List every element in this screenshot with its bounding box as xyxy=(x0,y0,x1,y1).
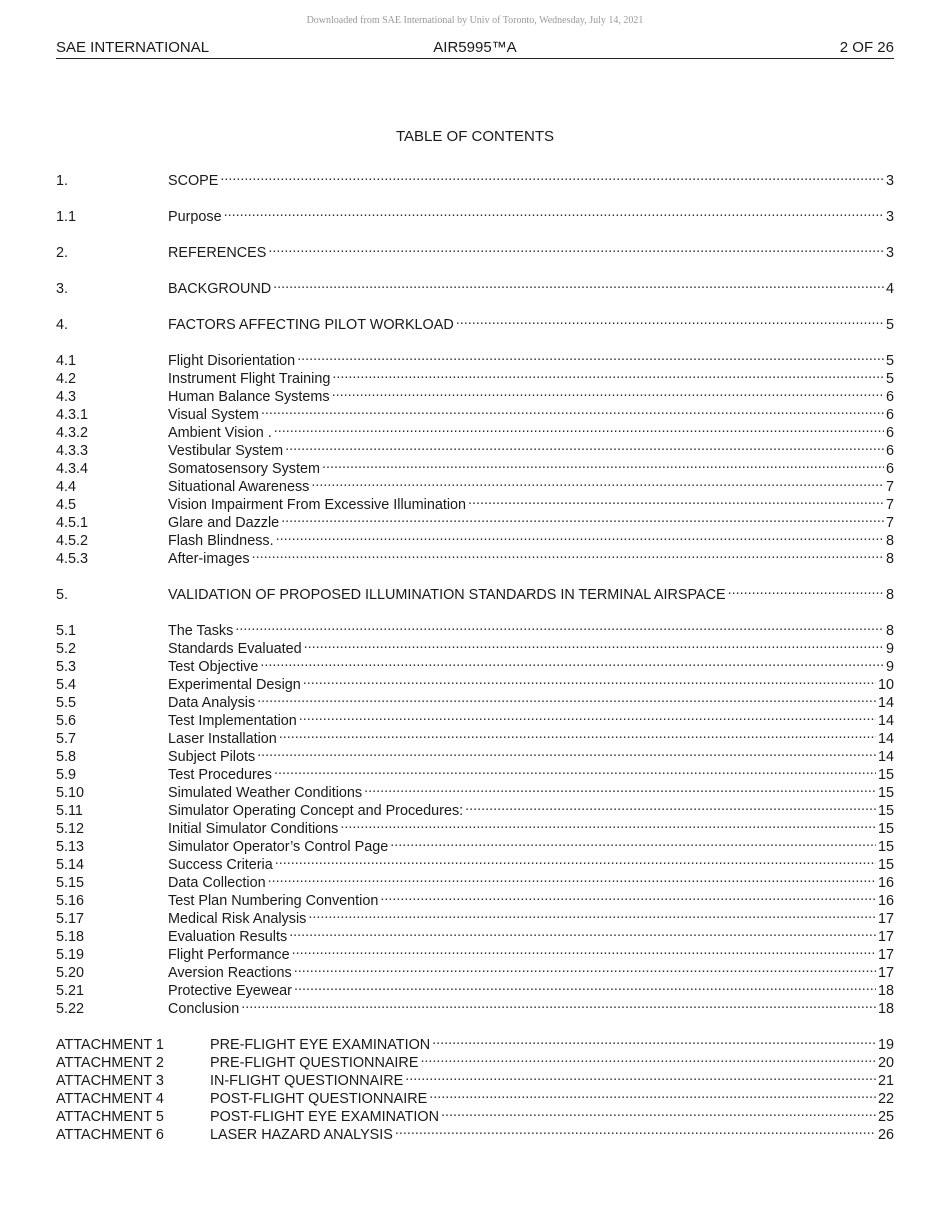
leader-dots xyxy=(252,545,884,563)
toc-entry-title: Test Plan Numbering Convention xyxy=(168,893,379,909)
toc-entry-title: Visual System xyxy=(168,407,259,423)
leader-dots xyxy=(268,869,876,887)
toc-entry-page: 25 xyxy=(877,1109,894,1125)
toc-entry-title: IN-FLIGHT QUESTIONNAIRE xyxy=(210,1073,404,1089)
toc-entry-title: BACKGROUND xyxy=(168,281,272,297)
toc-entry-title: Data Analysis xyxy=(168,695,256,711)
toc-entry-number: 5.16 xyxy=(56,893,85,909)
toc-entry-page: 14 xyxy=(877,695,894,711)
leader-dots xyxy=(380,887,876,905)
leader-dots xyxy=(241,995,876,1013)
toc-entry-page: 21 xyxy=(877,1073,894,1089)
toc-entry-page: 6 xyxy=(885,407,894,423)
leader-dots xyxy=(274,419,884,437)
toc-entry-title: LASER HAZARD ANALYSIS xyxy=(210,1127,393,1143)
toc-entry-page: 9 xyxy=(885,641,894,657)
toc-entry-title: Laser Installation xyxy=(168,731,277,747)
toc-entry-title: Purpose xyxy=(168,209,222,225)
toc-entry-title: Vestibular System xyxy=(168,443,284,459)
toc-entry-page: 3 xyxy=(885,209,894,225)
toc-entry-title: Simulated Weather Conditions xyxy=(168,785,363,801)
toc-entry-page: 18 xyxy=(877,1001,894,1017)
toc-entry-number: 5.5 xyxy=(56,695,77,711)
toc-entry-page: 17 xyxy=(877,965,894,981)
toc-entry-page: 15 xyxy=(877,803,894,819)
toc-title: TABLE OF CONTENTS xyxy=(395,128,555,145)
toc-entry-page: 8 xyxy=(885,623,894,639)
toc-entry-title: Subject Pilots xyxy=(168,749,256,765)
toc-entry-number: 5.9 xyxy=(56,767,77,783)
leader-dots xyxy=(268,239,884,257)
toc-entry-title: Data Collection xyxy=(168,875,266,891)
toc-entry-page: 19 xyxy=(877,1037,894,1053)
toc-entry-page: 8 xyxy=(885,551,894,567)
toc-entry-page: 4 xyxy=(885,281,894,297)
toc-entry-page: 6 xyxy=(885,425,894,441)
toc-entry-number: 2. xyxy=(56,245,69,261)
toc-entry-number: 5.17 xyxy=(56,911,85,927)
toc-entry-number: ATTACHMENT 5 xyxy=(56,1109,164,1125)
toc-entry-page: 15 xyxy=(877,821,894,837)
toc-entry-number: ATTACHMENT 2 xyxy=(56,1055,164,1071)
toc-entry-title: Test Implementation xyxy=(168,713,297,729)
toc-entry-number: ATTACHMENT 3 xyxy=(56,1073,164,1089)
toc-entry-number: 5.15 xyxy=(56,875,85,891)
toc-entry-number: 5.4 xyxy=(56,677,77,693)
toc-entry-title: Medical Risk Analysis xyxy=(168,911,307,927)
toc-entry-page: 17 xyxy=(877,911,894,927)
toc-entry[interactable] xyxy=(56,347,894,369)
toc-entry-title: Situational Awareness xyxy=(168,479,310,495)
leader-dots xyxy=(274,761,876,779)
leader-dots xyxy=(432,1031,876,1049)
toc-entry-page: 6 xyxy=(885,389,894,405)
toc-entry-number: 4.4 xyxy=(56,479,77,495)
leader-dots xyxy=(405,1067,876,1085)
leader-dots xyxy=(340,815,876,833)
toc-entry-number: 5.19 xyxy=(56,947,85,963)
toc-entry-page: 3 xyxy=(885,173,894,189)
toc-entry-title: POST-FLIGHT EYE EXAMINATION xyxy=(210,1109,439,1125)
toc-entry-title: PRE-FLIGHT EYE EXAMINATION xyxy=(210,1037,431,1053)
toc-entry-number: 1. xyxy=(56,173,69,189)
toc-entry-title: Flight Disorientation xyxy=(168,353,296,369)
toc-entry-page: 5 xyxy=(885,353,894,369)
toc-entry-page: 16 xyxy=(877,893,894,909)
toc-entry-page: 17 xyxy=(877,947,894,963)
leader-dots xyxy=(220,167,884,185)
leader-dots xyxy=(311,473,884,491)
toc-entry-page: 6 xyxy=(885,443,894,459)
toc-entry-number: 5.12 xyxy=(56,821,85,837)
leader-dots xyxy=(261,401,884,419)
leader-dots xyxy=(257,743,876,761)
toc-entry-number: 4.3.2 xyxy=(56,425,89,441)
toc-entry-number: 1.1 xyxy=(56,209,77,225)
leader-dots xyxy=(281,509,884,527)
leader-dots xyxy=(420,1049,876,1067)
toc-entry-title: Human Balance Systems xyxy=(168,389,330,405)
toc-entry-title: Success Criteria xyxy=(168,857,273,873)
leader-dots xyxy=(260,653,884,671)
toc-entry-title: SCOPE xyxy=(168,173,219,189)
toc-entry-page: 9 xyxy=(885,659,894,675)
toc-entry[interactable] xyxy=(56,275,894,297)
toc-entry-page: 8 xyxy=(885,587,894,603)
toc-entry-title: Test Procedures xyxy=(168,767,272,783)
toc-entry-number: 5. xyxy=(56,587,69,603)
toc-entry-page: 5 xyxy=(885,371,894,387)
toc-entry-page: 15 xyxy=(877,767,894,783)
toc-entry-page: 17 xyxy=(877,929,894,945)
toc-entry-title: Simulator Operating Concept and Procedures: xyxy=(168,803,464,819)
leader-dots xyxy=(390,833,876,851)
toc-entry[interactable] xyxy=(56,167,894,189)
leader-dots xyxy=(322,455,884,473)
toc-entry-title: The Tasks xyxy=(168,623,234,639)
toc-entry-number: ATTACHMENT 6 xyxy=(56,1127,164,1143)
leader-dots xyxy=(294,959,876,977)
toc-entry-number: ATTACHMENT 4 xyxy=(56,1091,164,1107)
toc-entry-number: 4.3.1 xyxy=(56,407,89,423)
toc-entry-title: Flash Blindness. xyxy=(168,533,274,549)
toc-entry-number: 5.20 xyxy=(56,965,85,981)
toc-entry-title: Protective Eyewear xyxy=(168,983,292,999)
leader-dots xyxy=(441,1103,876,1121)
leader-dots xyxy=(294,977,876,995)
table-of-contents xyxy=(56,167,894,1143)
toc-entry-title: Simulator Operator’s Control Page xyxy=(168,839,389,855)
toc-entry-title: Evaluation Results xyxy=(168,929,288,945)
leader-dots xyxy=(297,347,884,365)
toc-entry-title: After-images xyxy=(168,551,250,567)
toc-entry-page: 18 xyxy=(877,983,894,999)
toc-entry-page: 15 xyxy=(877,839,894,855)
toc-entry-title: FACTORS AFFECTING PILOT WORKLOAD xyxy=(168,317,454,333)
header-page-number: 2 OF 26 xyxy=(839,39,894,56)
leader-dots xyxy=(292,941,876,959)
toc-entry-number: 5.1 xyxy=(56,623,77,639)
leader-dots xyxy=(279,725,876,743)
toc-entry-number: ATTACHMENT 1 xyxy=(56,1037,164,1053)
toc-entry-page: 7 xyxy=(885,515,894,531)
leader-dots xyxy=(456,311,884,329)
toc-entry-title: Glare and Dazzle xyxy=(168,515,280,531)
leader-dots xyxy=(395,1121,876,1139)
header-org: SAE INTERNATIONAL xyxy=(56,39,210,56)
toc-entry-number: 5.10 xyxy=(56,785,85,801)
toc-attachment-entry[interactable] xyxy=(56,1031,894,1053)
toc-entry-title: Somatosensory System xyxy=(168,461,320,477)
toc-entry-number: 5.2 xyxy=(56,641,77,657)
leader-dots xyxy=(308,905,876,923)
toc-entry-number: 5.7 xyxy=(56,731,77,747)
leader-dots xyxy=(465,797,876,815)
toc-entry-number: 4.1 xyxy=(56,353,77,369)
leader-dots xyxy=(364,779,876,797)
leader-dots xyxy=(257,689,876,707)
toc-entry[interactable] xyxy=(56,239,894,261)
toc-entry-number: 3. xyxy=(56,281,69,297)
toc-entry-page: 10 xyxy=(877,677,894,693)
toc-entry-title: PRE-FLIGHT QUESTIONNAIRE xyxy=(210,1055,419,1071)
leader-dots xyxy=(275,851,876,869)
toc-entry-number: 4.3.4 xyxy=(56,461,89,477)
leader-dots xyxy=(332,365,884,383)
toc-entry-page: 7 xyxy=(885,497,894,513)
toc-entry-number: 5.8 xyxy=(56,749,77,765)
toc-entry-title: POST-FLIGHT QUESTIONNAIRE xyxy=(210,1091,428,1107)
toc-entry-page: 8 xyxy=(885,533,894,549)
toc-entry-page: 14 xyxy=(877,731,894,747)
toc-entry-number: 5.11 xyxy=(56,803,83,819)
toc-entry-page: 5 xyxy=(885,317,894,333)
toc-entry-number: 5.22 xyxy=(56,1001,85,1017)
toc-entry-number: 4.5.3 xyxy=(56,551,89,567)
toc-entry[interactable] xyxy=(56,203,894,225)
leader-dots xyxy=(299,707,876,725)
toc-entry-title: Aversion Reactions xyxy=(168,965,292,981)
toc-entry-number: 4.3.3 xyxy=(56,443,89,459)
toc-entry-page: 20 xyxy=(877,1055,894,1071)
toc-entry[interactable] xyxy=(56,581,894,603)
toc-entry-title: Experimental Design xyxy=(168,677,301,693)
toc-entry-title: REFERENCES xyxy=(168,245,267,261)
toc-entry-title: Vision Impairment From Excessive Illumination xyxy=(168,497,467,513)
toc-entry-number: 5.14 xyxy=(56,857,85,873)
toc-entry-page: 22 xyxy=(877,1091,894,1107)
toc-entry-title: Initial Simulator Conditions xyxy=(168,821,339,837)
leader-dots xyxy=(468,491,884,509)
toc-entry-page: 15 xyxy=(877,785,894,801)
leader-dots xyxy=(224,203,884,221)
toc-entry-title: Instrument Flight Training xyxy=(168,371,331,387)
header-doc-id: AIR5995™A xyxy=(433,39,517,56)
leader-dots xyxy=(303,671,876,689)
leader-dots xyxy=(429,1085,876,1103)
toc-entry-number: 4.5 xyxy=(56,497,77,513)
toc-entry-page: 26 xyxy=(877,1127,894,1143)
toc-entry-number: 4.2 xyxy=(56,371,77,387)
leader-dots xyxy=(728,581,884,599)
leader-dots xyxy=(332,383,884,401)
toc-entry-number: 4.5.1 xyxy=(56,515,89,531)
toc-entry-title: Conclusion xyxy=(168,1001,240,1017)
leader-dots xyxy=(289,923,876,941)
toc-entry-title: VALIDATION OF PROPOSED ILLUMINATION STANDARDS IN TERMINAL AIRSPACE xyxy=(168,587,726,603)
download-watermark: Downloaded from SAE International by Univ of Toronto, Wednesday, July 14, 2021 xyxy=(306,15,644,26)
toc-entry-title: Ambient Vision . xyxy=(168,425,272,441)
toc-entry-number: 5.13 xyxy=(56,839,85,855)
toc-entry[interactable] xyxy=(56,617,894,639)
toc-entry-number: 5.18 xyxy=(56,929,85,945)
toc-entry-title: Test Objective xyxy=(168,659,259,675)
leader-dots xyxy=(285,437,884,455)
toc-entry-title: Flight Performance xyxy=(168,947,290,963)
leader-dots xyxy=(304,635,884,653)
toc-entry-page: 14 xyxy=(877,713,894,729)
toc-entry-page: 6 xyxy=(885,461,894,477)
toc-entry-number: 4.5.2 xyxy=(56,533,89,549)
leader-dots xyxy=(273,275,884,293)
toc-entry-number: 4. xyxy=(56,317,69,333)
toc-entry-page: 3 xyxy=(885,245,894,261)
leader-dots xyxy=(276,527,884,545)
toc-entry-page: 14 xyxy=(877,749,894,765)
toc-entry-page: 16 xyxy=(877,875,894,891)
toc-entry-page: 7 xyxy=(885,479,894,495)
toc-entry-number: 5.3 xyxy=(56,659,77,675)
toc-entry-title: Standards Evaluated xyxy=(168,641,302,657)
toc-entry-number: 5.21 xyxy=(56,983,85,999)
page-header xyxy=(56,38,894,59)
leader-dots xyxy=(235,617,884,635)
toc-entry-number: 5.6 xyxy=(56,713,77,729)
toc-entry-number: 4.3 xyxy=(56,389,77,405)
toc-entry[interactable] xyxy=(56,311,894,333)
toc-entry-page: 15 xyxy=(877,857,894,873)
